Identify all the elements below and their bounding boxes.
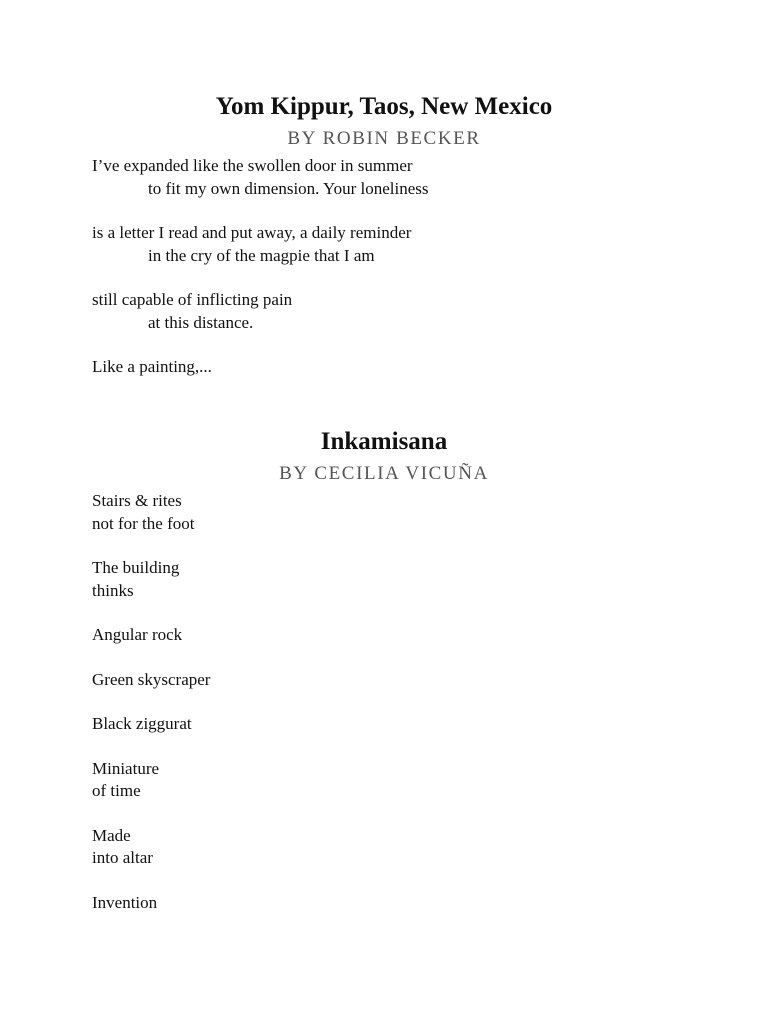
stanza [92,825,692,870]
poem-line: Stairs & rites [92,491,182,510]
stanza [92,557,692,602]
poem-line: thinks [92,580,134,600]
poem-line: I’ve expanded like the swollen door in summer [92,156,413,175]
stanza [92,669,692,692]
stanza [92,892,692,915]
poem-line: Miniature [92,758,160,778]
stanza [92,624,692,647]
poem-line: not for the foot [92,513,195,533]
poem-line-indented: in the cry of the magpie that I am [148,245,375,265]
poem-yom-kippur [92,92,692,401]
poem-line: of time [92,781,141,800]
stanza [92,289,692,334]
stanza [92,758,692,803]
poem-title: Yom Kippur, Taos, New Mexico [215,93,553,120]
poem-line: into altar [92,848,153,867]
poem-line: Green skyscraper [92,669,211,689]
poem-line: Made [92,825,131,845]
poem-byline: BY ROBIN BECKER [287,128,481,149]
poem-title: Inkamisana [320,428,448,455]
poem-line-indented: to fit my own dimension. Your loneliness [148,178,429,198]
stanza [92,713,692,736]
poem-line: still capable of inflicting pain [92,290,293,309]
stanza [92,222,692,267]
poem-byline: BY CECILIA VICUÑA [279,463,489,484]
poem-line: Angular rock [92,625,183,644]
poem-line-indented: at this distance. [148,312,254,332]
stanza [92,490,692,535]
poem-line: is a letter I read and put away, a daily reminder [92,223,412,242]
stanza [92,356,692,379]
poem-line: Black ziggurat [92,714,192,733]
poem-line-truncated: Like a painting,... [92,357,212,376]
poem-line: The building [92,558,180,577]
poem-inkamisana [92,427,692,936]
stanza [92,155,692,200]
poem-line: Invention [92,892,158,912]
